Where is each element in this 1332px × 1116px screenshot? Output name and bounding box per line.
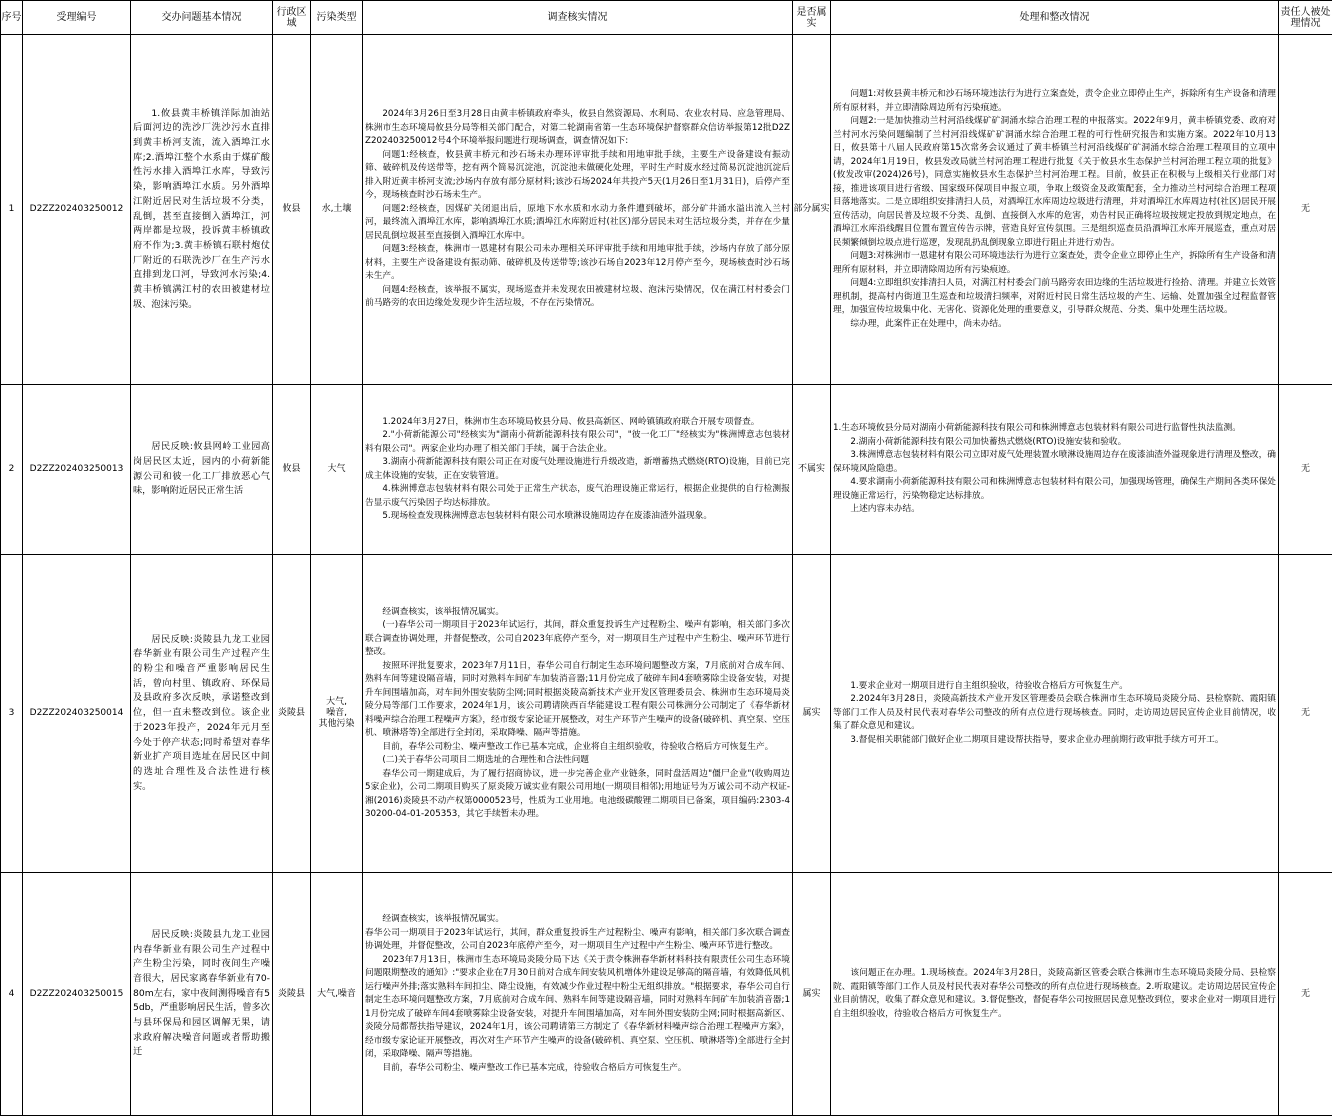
issue-text: 居民反映:炎陵县九龙工业园内春华新业有限公司生产过程中产生粉尘污染，同时夜间生产噪音很大，居民家离春华新业有70-80m左右，家中夜间测得噪音有55db，严重影响居民生活，曾多次与县环保局和园区调解无果，请求政府解决噪音问题或者帮助搬迁: [133, 928, 270, 1058]
header-findings: 调查核实情况: [363, 1, 793, 35]
header-case-no: 受理编号: [23, 1, 131, 35]
row-seq: 2: [1, 385, 23, 555]
row-accountability: 无: [1279, 385, 1332, 555]
row-seq: 4: [1, 873, 23, 1116]
handling-paragraph: 3.株洲博意志包装材料有限公司立即对废气处理装置水喷淋设施周边存在废漆油渣外溢现象进行清理及整改，确保环境风险隐患。: [833, 450, 1276, 474]
issue-text: 居民反映:炎陵县九龙工业园春华新业有限公司生产过程产生的粉尘和噪音严重影响居民生活，曾向村里、镇政府、环保局及县政府多次反映，承诺整改到位，但一直未整改到位。该企业于2023年投产，2024年元月至今处于停产状态;同时希望对春华新业扩产项目选址在居民区中间的选址合理性及合法性进行核实。: [133, 633, 270, 792]
findings-paragraph: 按照环评批复要求，2023年7月11日，春华公司自行制定生态环境问题整改方案，7月底前对合成车间、熟料车间等建设隔音墙，同时对熟料车间矿车加装消音器;11月份完成了破碎车间4套喷雾除尘设备安装，对提升车间围墙加高，对车间外围安装防尘网;同时根据炎陵高新技术产业开发区管理委员会、株洲市生态环境局炎陵分局等部门工作要求，2024年1月，该公司聘请陕西百华能建设工程有限公司株洲分公司制定了《春华新材料噪声综合治理工程噪声方案》，经市级专家论证开展整改，对生产环节产生噪声的设备(破碎机、真空泵、空压机、喷淋塔等)全部进行全封闭，采取降噪、隔声等措施。: [365, 660, 790, 738]
row-region: 炎陵县: [273, 555, 311, 873]
findings-paragraph: 问题1:经核查，攸县黄丰桥元和沙石场未办理环评审批手续和用地审批手续，主要生产设备建设有振动筛、破碎机及传送带等，挖有两个简易沉淀池，沉淀池未做硬化处理，平时生产时废水经过简易沉淀池沉淀后排入附近黄丰桥河支流;沙场内存放有部分原材料;该沙石场2024年共投产5天(1月26日至1月31日)，后停产至今，现场核查时沙石场未生产。: [365, 149, 790, 201]
handling-paragraph: 该问题正在办理。1.现场核查。2024年3月28日，炎陵高新区管委会联合株洲市生态环境局炎陵分局、县检察院、霞阳镇等部门工作人员及村民代表对春华公司整改的所有点位进行现场核查。2.听取建议。走访周边居民宣传企业目前情况，收集了群众意见和建议。3.督促整改，督促春华公司按照居民意见整改到位，要求企业对一期项目进行自主组织验收，待验收合格后方可恢复生产。: [833, 968, 1276, 1019]
row-case-no: D2ZZ202403250013: [23, 385, 131, 555]
handling-paragraph: 问题1:对攸县黄丰桥元和沙石场环境违法行为进行立案查处，责令企业立即停止生产，拆除所有生产设备和清理所有原材料，并立即清除周边所有污染痕迹。: [833, 89, 1276, 113]
row-issue: [131, 555, 273, 873]
row-region: 攸县: [273, 35, 311, 385]
table-row: [1, 35, 1332, 385]
findings-paragraph: 经调查核实，该举报情况属实。: [382, 914, 505, 924]
findings-paragraph: 目前，春华公司粉尘、噪声整改工作已基本完成，企业将自主组织验收，待验收合格后方可恢复生产。: [382, 741, 774, 752]
issue-text: 1.攸县黄丰桥镇洋际加油站后面河边的洗沙厂洗沙污水直排到黄丰桥河支流，流入酒埠江水库;2.酒埠江整个水系由于煤矿酸性污水排入酒埠江水库，导致污染，影响酒埠江水质。另外酒埠江附近居民对生活垃圾不分类，乱倒，甚至直接倒入酒埠江，河两岸都是垃圾，投诉黄丰桥镇政府不作为;3.黄丰桥镇石联村炮仗厂附近的石联洗沙厂在生产污水直排到龙口河，导致河水污染;4.黄丰桥镇满江村的农田被建材垃圾、泡沫污染。: [133, 107, 270, 310]
row-accountability: 无: [1279, 873, 1332, 1116]
findings-paragraph: 问题3:经核查，株洲市一恩建材有限公司未办理相关环评审批手续和用地审批手续，沙场内存放了部分原材料，主要生产设备建设有振动筛、破碎机及传送带等;该沙石场自2023年12月停产至今，现场核查时沙石场未生产。: [365, 244, 790, 282]
handling-paragraph: 2.湖南小荷新能源科技有限公司加快蓄热式燃烧(RTO)设施安装和验收。: [850, 436, 1127, 447]
row-case-no: D2ZZ202403250015: [23, 873, 131, 1116]
row-handling: [831, 555, 1279, 873]
header-pollution: 污染类型: [311, 1, 363, 35]
header-accountability: 责任人被处理情况: [1279, 1, 1332, 35]
row-findings: [363, 385, 793, 555]
row-pollution: 水,土壤: [311, 35, 363, 385]
findings-paragraph: 问题4:经核查，该举报不属实，现场巡查并未发现农田被建材垃圾、泡沫污染情况，仅在满江村村委会门前马路旁的农田边缘处发现少许生活垃圾，不存在污染情况。: [365, 284, 790, 309]
table-row: [1, 873, 1332, 1116]
findings-paragraph: 经调查核实，该举报情况属实。: [382, 606, 505, 617]
issue-text: 居民反映:攸县网岭工业园高岗居民区太近，园内的小荷新能源公司和彼一化工厂排放恶心气味，影响附近居民正常生活: [133, 441, 270, 497]
row-pollution: 大气,噪音: [311, 873, 363, 1116]
header-region: 行政区域: [273, 1, 311, 35]
row-pollution: 大气, 噪音, 其他污染: [311, 555, 363, 873]
handling-paragraph: 3.督促相关职能部门做好企业二期项目建设帮扶指导，要求企业办理前期行政审批手续方可开工。: [850, 734, 1224, 745]
findings-paragraph: 春华公司一期建成后，为了履行招商协议，进一步完善企业产业链条，同时盘活周边"僵尸企业"(收购周边5家企业)，公司二期项目购买了原炎陵万诚实业有限公司用地(一期项目相邻);用地证号为万诚公司不动产权证-湘(2016)炎陵县不动产权第0000523号，性质为工业用地。电池级碳酸锂二期项目已备案，项目编码:2303-430200-04-01-205353，其它手续暂未办理。: [365, 768, 790, 819]
findings-paragraph: 1.2024年3月27日，株洲市生态环境局攸县分局、攸县高新区、网岭镇镇政府联合开展专项督查。: [382, 416, 760, 427]
handling-paragraph: 1.要求企业对一期项目进行自主组织验收，待验收合格后方可恢复生产。: [850, 680, 1128, 691]
findings-paragraph: 4.株洲博意志包装材料有限公司处于正常生产状态，废气治理设施正常运行，根据企业提供的自行检测报告显示废气污染因子均达标排放。: [365, 484, 790, 508]
findings-paragraph: (二)关于春华公司项目二期选址的合理性和合法性问题: [382, 755, 589, 765]
row-case-no: D2ZZ202403250014: [23, 555, 131, 873]
row-accountability: 无: [1279, 555, 1332, 873]
header-verified: 是否属实: [793, 1, 831, 35]
row-handling: [831, 873, 1279, 1116]
row-issue: [131, 385, 273, 555]
row-region: 炎陵县: [273, 873, 311, 1116]
findings-paragraph: 问题2:经核查，因煤矿关闭退出后，原地下水水质和水动力条件遭到破坏，部分矿井涌水溢出流入兰村河，最终流入酒埠江水库，影响酒埠江水质;酒埠江水库附近村(社区)部分居民未对生活垃圾分类，并存在少量居民乱倒垃圾甚至直接倒入酒埠江水库中。: [365, 203, 790, 241]
findings-paragraph: (一)春华公司一期项目于2023年试运行，其间，群众重复投诉生产过程粉尘、噪声有影响，相关部门多次联合调查协调处理，并督促整改，公司自2023年底停产至今，对一期项目生产过程中产生粉尘、噪声环节进行整改。: [365, 620, 790, 657]
row-issue: [131, 35, 273, 385]
row-handling: [831, 385, 1279, 555]
table-row: [1, 555, 1332, 873]
table-row: [1, 385, 1332, 555]
handling-paragraph: 问题3:对株洲市一恩建材有限公司环境违法行为进行立案查处，责令企业立即停止生产，拆除所有生产设备和清理所有原材料，并立即清除周边所有污染痕迹。: [833, 251, 1276, 275]
handling-paragraph: 4.要求湖南小荷新能源科技有限公司和株洲博意志包装材料有限公司，加强现场管理，确保生产期间各类环保处理设施正常运行，污染物稳定达标排放。: [833, 477, 1276, 501]
row-findings: [363, 555, 793, 873]
findings-paragraph: 5.现场检查发现株洲博意志包装材料有限公司水喷淋设施周边存在废漆油渣外溢现象。: [382, 511, 713, 521]
row-verified: 部分属实: [793, 35, 831, 385]
findings-paragraph: 2023年7月13日，株洲市生态环境局炎陵分局下达《关于责令株洲春华新材料科技有限责任公司生态环境问题限期整改的通知》:"要求企业在7月30日前对合成车间安装风机增体外建设足够高的隔音墙，有效降低风机运行噪声外排;落实熟料车间扣尘、降尘设施，有效减少作业过程中粉尘无组织排放。"根据要求，春华公司自行制定生态环境问题整改方案，7月底前对合成车间、熟料车间等建设隔音墙，同时对熟料车间矿车加装消音器;11月份完成了破碎车间4套喷雾除尘设备安装，对提升车间围墙加高，对车间外围安装防尘网;同时根据高新区、炎陵分局都帮扶指导建议，2024年1月，该公司聘请第三方制定了《春华新材料噪声综合治理工程噪声方案》，经市级专家论证开展整改，再次对生产环节产生噪声的设备(破碎机、真空泵、空压机、喷淋塔等)全部进行全封闭，采取降噪、隔声等措施。: [365, 954, 790, 1059]
row-handling: [831, 35, 1279, 385]
findings-paragraph: 目前，春华公司粉尘、噪声整改工作已基本完成，待验收合格后方可恢复生产。: [382, 1062, 687, 1073]
handling-paragraph: 问题4:立即组织安排清扫人员，对满江村村委会门前马路旁农田边缘的生活垃圾进行捡拾、清理。并建立长效管理机制，提高村内街道卫生巡查和垃圾清扫频率，对附近村民日常生活垃圾的产生、运输、处置加强全过程监督管理，加强宣传垃圾集中化、无害化、资源化处理的重要意义，引导群众规范、分类、集中处理生活垃圾。: [833, 278, 1276, 315]
row-region: 攸县: [273, 385, 311, 555]
header-row: [1, 1, 1332, 35]
handling-paragraph: 问题2:一是加快推动兰村河沿线煤矿矿洞涌水综合治理工程的申报落实。2022年9月，黄丰桥镇党委、政府对兰村河水污染问题编制了兰村河沿线煤矿矿洞涌水综合治理工程的可行性研究报告和实施方案。2022年10月13日，攸县第十八届人民政府第15次常务会议通过了黄丰桥镇兰村河沿线煤矿矿洞涌水综合治理工程项目的立项申请，2024年1月19日，攸县发改局就兰村河治理工程进行批复《关于攸县水生态保护兰村河治理工程立项的批复》(攸发改审(2024)26号)，同意实施攸县水生态保护兰村河治理工程。目前，攸县正在积极与上级相关行业部门对接，推进该项目进行省级、国家级环保项目申报立项，争取上级资金及政策配套，全力推动兰村河综合治理工程项目落地落实。二是立即组织安排清扫人员，对酒埠江水库周边垃圾进行清理，并对酒埠江水库周边村(社区)居民开展宣传活动，向居民普及垃圾不分类、乱倒、直接倒入水库的危害，劝告村民正确将垃圾按规定投放到规定地点，在酒埠江水库沿线醒目位置布置宣传告示牌，营造良好宣传氛围。三是组织巡查员沿酒埠江水库开展巡查，重点对居民频繁倾倒垃圾点进行巡逻，发现乱扔乱倒现象立即进行阻止并进行劝告。: [833, 116, 1276, 248]
header-handling: 处理和整改情况: [831, 1, 1279, 35]
findings-paragraph: 2."小荷新能源公司"经核实为"湖南小荷新能源科技有限公司"，"彼一化工厂"经核实为"株洲博意志包装材料有限公司"。两家企业均办理了相关部门手续，属于合法企业。: [365, 430, 790, 454]
findings-paragraph: 3.湖南小荷新能源科技有限公司正在对废气处理设施进行升级改造，新增蓄热式燃烧(RTO)设施，目前已完成主体设施的安装，正在安装管道。: [365, 457, 790, 481]
row-case-no: D2ZZ202403250012: [23, 35, 131, 385]
row-verified: 不属实: [793, 385, 831, 555]
row-verified: 属实: [793, 555, 831, 873]
row-seq: 3: [1, 555, 23, 873]
findings-paragraph: 2024年3月26日至3月28日由黄丰桥镇政府牵头，攸县自然资源局、水利局、农业农村局、应急管理局、株洲市生态环境局攸县分局等相关部门配合，对第二轮湖南省第一生态环境保护督察群众信访举报第12批D2ZZ202403250012号4个环境举报问题进行现场调查，调查情况如下:: [365, 109, 790, 147]
handling-paragraph: 上述内容未办结。: [850, 504, 920, 515]
handling-paragraph: 1.生态环境攸县分局对湖南小荷新能源科技有限公司和株洲博意志包装材料有限公司进行监督性执法监测。: [833, 423, 1241, 434]
handling-paragraph: 2.2024年3月28日，炎陵高新技术产业开发区管理委员会联合株洲市生态环境局炎陵分局、县检察院、霞阳镇等部门工作人员及村民代表对春华公司整改的所有点位进行现场核查。同时，走访周边居民宣传企业目前情况，收集了群众意见和建议。: [833, 694, 1276, 732]
row-accountability: 无: [1279, 35, 1332, 385]
row-findings: [363, 35, 793, 385]
findings-paragraph: 春华公司一期项目于2023年试运行，其间，群众重复投诉生产过程粉尘、噪声有影响，相关部门多次联合调查协调处理，并督促整改，公司自2023年底停产至今，对一期项目生产过程中产生粉尘、噪声环节进行整改。: [365, 927, 790, 951]
header-seq: 序号: [1, 1, 23, 35]
row-pollution: 大气: [311, 385, 363, 555]
header-issue: 交办问题基本情况: [131, 1, 273, 35]
handling-paragraph: 综办理，此案件正在处理中，尚未办结。: [850, 318, 1007, 329]
row-issue: [131, 873, 273, 1116]
row-findings: [363, 873, 793, 1116]
row-seq: 1: [1, 35, 23, 385]
row-verified: 属实: [793, 873, 831, 1116]
